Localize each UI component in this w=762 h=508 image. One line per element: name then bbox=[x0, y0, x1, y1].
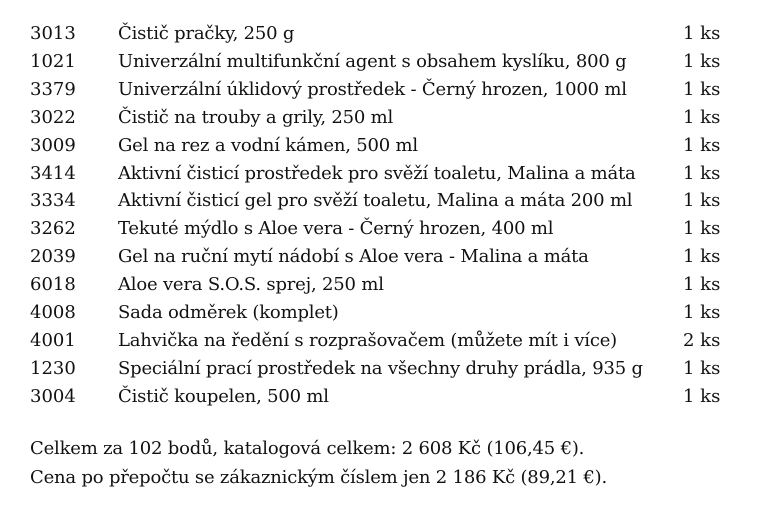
list-item bbox=[0, 215, 762, 243]
item-quantity: 1 ks bbox=[683, 357, 721, 379]
item-code: 6018 bbox=[30, 274, 76, 296]
list-item bbox=[0, 327, 762, 355]
item-quantity: 1 ks bbox=[683, 385, 721, 407]
item-quantity: 1 ks bbox=[683, 302, 721, 323]
item-quantity: 2 ks bbox=[683, 329, 721, 351]
item-name: Gel na rez a vodní kámen, 500 ml bbox=[118, 134, 418, 156]
item-quantity: 1 ks bbox=[683, 218, 721, 240]
item-quantity: 1 ks bbox=[683, 162, 721, 184]
item-name: Čistič koupelen, 500 ml bbox=[118, 385, 329, 407]
item-quantity: 1 ks bbox=[683, 246, 721, 268]
item-code: 4001 bbox=[30, 329, 76, 351]
item-name: Aktivní čisticí prostředek pro svěží toaletu, Malina a máta bbox=[118, 162, 636, 184]
item-name: Speciální prací prostředek na všechny druhy prádla, 935 g bbox=[118, 357, 643, 379]
item-name: Gel na ruční mytí nádobí s Aloe vera - Malina a máta bbox=[118, 246, 589, 268]
item-name: Univerzální multifunkční agent s obsahem kyslíku, 800 g bbox=[118, 50, 627, 72]
item-name: Tekuté mýdlo s Aloe vera - Černý hrozen, 400 ml bbox=[118, 218, 554, 240]
item-code: 3013 bbox=[30, 23, 76, 44]
item-name: Univerzální úklidový prostředek - Černý hrozen, 1000 ml bbox=[118, 78, 627, 100]
list-item bbox=[0, 76, 762, 104]
list-item bbox=[0, 355, 762, 383]
list-item bbox=[0, 132, 762, 160]
item-code: 3009 bbox=[30, 134, 76, 156]
list-item bbox=[0, 160, 762, 188]
item-quantity: 1 ks bbox=[683, 190, 721, 212]
item-name: Čistič pračky, 250 g bbox=[118, 23, 295, 44]
item-quantity: 1 ks bbox=[683, 106, 721, 128]
item-quantity: 1 ks bbox=[683, 274, 721, 296]
list-item bbox=[0, 299, 762, 327]
summary-price-line: Cena po přepočtu se zákaznickým číslem jen 2 186 Kč (89,21 €). bbox=[30, 467, 607, 488]
item-name: Sada odměrek (komplet) bbox=[118, 302, 339, 323]
list-item bbox=[0, 20, 762, 48]
list-item bbox=[0, 243, 762, 271]
item-quantity: 1 ks bbox=[683, 78, 721, 100]
list-item bbox=[0, 187, 762, 215]
summary-total-line: Celkem za 102 bodů, katalogová celkem: 2 608 Kč (106,45 €). bbox=[30, 438, 585, 459]
item-quantity: 1 ks bbox=[683, 134, 721, 156]
item-name: Čistič na trouby a grily, 250 ml bbox=[118, 106, 394, 128]
item-name: Lahvička na ředění s rozprašovačem (můžete mít i více) bbox=[118, 329, 618, 351]
list-item bbox=[0, 48, 762, 76]
item-code: 1021 bbox=[30, 50, 76, 72]
item-code: 3414 bbox=[30, 162, 76, 184]
item-code: 3379 bbox=[30, 78, 76, 100]
item-code: 4008 bbox=[30, 302, 76, 323]
item-name: Aloe vera S.O.S. sprej, 250 ml bbox=[118, 274, 384, 296]
list-item bbox=[0, 271, 762, 299]
item-code: 1230 bbox=[30, 357, 76, 379]
item-code: 3022 bbox=[30, 106, 76, 128]
item-code: 3004 bbox=[30, 385, 76, 407]
item-quantity: 1 ks bbox=[683, 23, 721, 44]
item-code: 2039 bbox=[30, 246, 76, 268]
item-code: 3334 bbox=[30, 190, 76, 212]
list-item bbox=[0, 383, 762, 411]
item-quantity: 1 ks bbox=[683, 50, 721, 72]
item-code: 3262 bbox=[30, 218, 76, 240]
list-item bbox=[0, 104, 762, 132]
item-name: Aktivní čisticí gel pro svěží toaletu, Malina a máta 200 ml bbox=[118, 190, 633, 212]
